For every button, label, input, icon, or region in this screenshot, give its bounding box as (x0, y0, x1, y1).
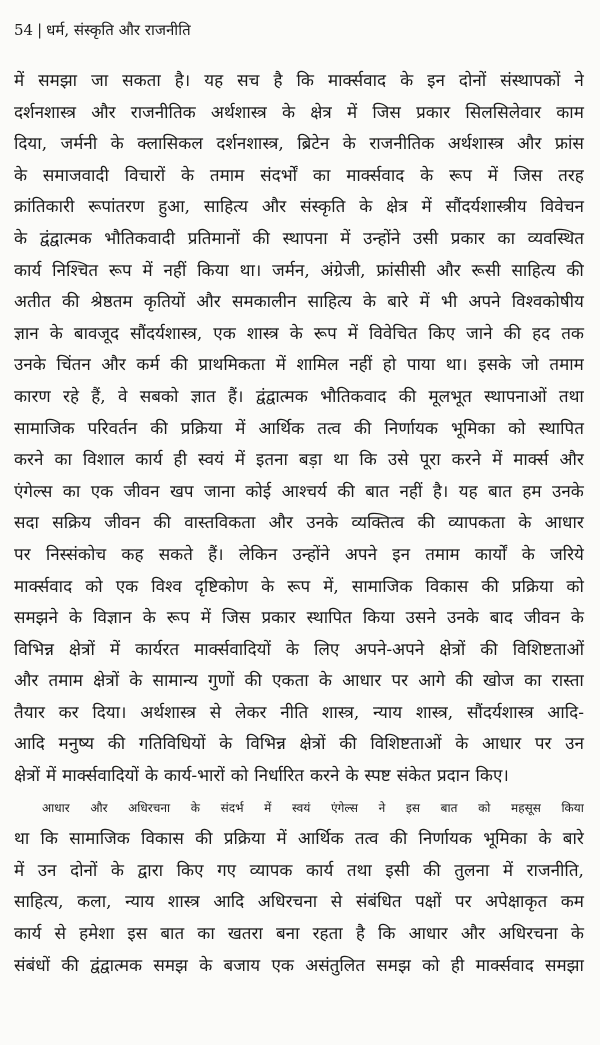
text-line: और तमाम क्षेत्रों के सामान्य गुणों की एकता के आधार पर आगे की खोज का रास्ता (14, 671, 584, 692)
text-line: साहित्य, कला, न्याय शास्त्र आदि अधिरचना से संबंधित पक्षों पर अपेक्षाकृत कम (14, 892, 584, 913)
text-line: विभिन्न क्षेत्रों में कार्यरत मार्क्सवादियों के लिए अपने-अपने क्षेत्रों की विशिष्टताओं (14, 639, 584, 660)
text-line: के द्वंद्वात्मक भौतिकवादी प्रतिमानों की स्थापना में उन्होंने उसी प्रकार का व्यवस्थित (14, 228, 584, 249)
page-number: 54 (14, 21, 34, 39)
text-line: में उन दोनों के द्वारा किए गए व्यापक कार्य तथा इसी की तुलना में राजनीति, (14, 860, 584, 881)
text-line: समझने के विज्ञान के रूप में जिस प्रकार स्थापित किया उसने उनके बाद जीवन के (14, 608, 584, 629)
text-line: अतीत की श्रेष्ठतम कृतियों और समकालीन साहित्य के बारे में भी अपने विश्वकोषीय (14, 292, 584, 313)
text-line: क्षेत्रों में मार्क्सवादियों के कार्य-भारों को निर्धारित करने के स्पष्ट संकेत प्रदान किए। (14, 766, 509, 787)
text-line: करने का विशाल कार्य ही स्वयं में इतना बड़ा था कि उसे पूरा करने में मार्क्स और (14, 450, 584, 471)
text-line: कारण रहे हैं, वे सबको ज्ञात हैं। द्वंद्वात्मक भौतिकवाद की मूलभूत स्थापनाओं तथा (14, 386, 584, 407)
text-line: सदा सक्रिय जीवन की वास्तविकता और उनके व्यक्तित्व की व्यापकता के आधार (14, 513, 584, 534)
text-line: दिया, जर्मनी के क्लासिकल दर्शनशास्त्र, ब्रिटेन के राजनीतिक अर्थशास्त्र और फ्रांस (14, 134, 584, 155)
text-line: आदि मनुष्य की गतिविधियों के विभिन्न क्षेत्रों की विशिष्टताओं के आधार पर उन (14, 734, 584, 755)
header-separator: | (37, 21, 43, 39)
text-line: था कि सामाजिक विकास की प्रक्रिया में आर्थिक तत्व की निर्णायक भूमिका के बारे (14, 829, 584, 850)
text-line: में समझा जा सकता है। यह सच है कि मार्क्सवाद के इन दोनों संस्थापकों ने (14, 71, 584, 91)
text-line: तैयार कर दिया। अर्थशास्त्र से लेकर नीति शास्त्र, न्याय शास्त्र, सौंदर्यशास्त्र आदि- (14, 702, 584, 723)
text-line: के समाजवादी विचारों के तमाम संदर्भों का मार्क्सवाद के रूप में जिस तरह (14, 165, 584, 186)
text-line: आधार और अधिरचना के संदर्भ में स्वयं एंगेल्स ने इस बात को महसूस किया (42, 800, 584, 815)
text-line: मार्क्सवाद को एक विश्व दृष्टिकोण के रूप में, सामाजिक विकास की प्रक्रिया को (14, 576, 584, 597)
text-line: क्रांतिकारी रूपांतरण हुआ, साहित्य और संस्कृति के क्षेत्र में सौंदर्यशास्त्रीय विवेचन (14, 197, 584, 218)
text-line: दर्शनशास्त्र और राजनीतिक अर्थशास्त्र के क्षेत्र में जिस प्रकार सिलसिलेवार काम (14, 102, 584, 123)
running-header (14, 20, 191, 40)
book-title: धर्म, संस्कृति और राजनीति (46, 21, 191, 39)
text-line: उनके चिंतन और कर्म की प्राथमिकता में शामिल नहीं हो पाया था। इसके जो तमाम (14, 355, 584, 376)
body-text (14, 66, 584, 982)
text-line: कार्य निश्चित रूप में नहीं किया था। जर्मन, अंग्रेजी, फ्रांसीसी और रूसी साहित्य की (14, 260, 584, 281)
text-line: संबंधों की द्वंद्वात्मक समझ के बजाय एक असंतुलित समझ को ही मार्क्सवाद समझा (14, 955, 584, 976)
text-line: सामाजिक परिवर्तन की प्रक्रिया में आर्थिक तत्व की निर्णायक भूमिका को स्थापित (14, 418, 584, 439)
text-line: एंगेल्स का एक जीवन खप जाना कोई आश्चर्य की बात नहीं है। यह बात हम उनके (14, 481, 584, 502)
text-line: ज्ञान के बावजूद सौंदर्यशास्त्र, एक शास्त्र के रूप में विवेचित किए जाने की हद तक (14, 323, 584, 344)
text-line: पर निस्संकोच कह सकते हैं। लेकिन उन्होंने अपने इन तमाम कार्यों के जरिये (14, 544, 584, 565)
text-line: कार्य से हमेशा इस बात का खतरा बना रहता है कि आधार और अधिरचना के (14, 924, 584, 945)
